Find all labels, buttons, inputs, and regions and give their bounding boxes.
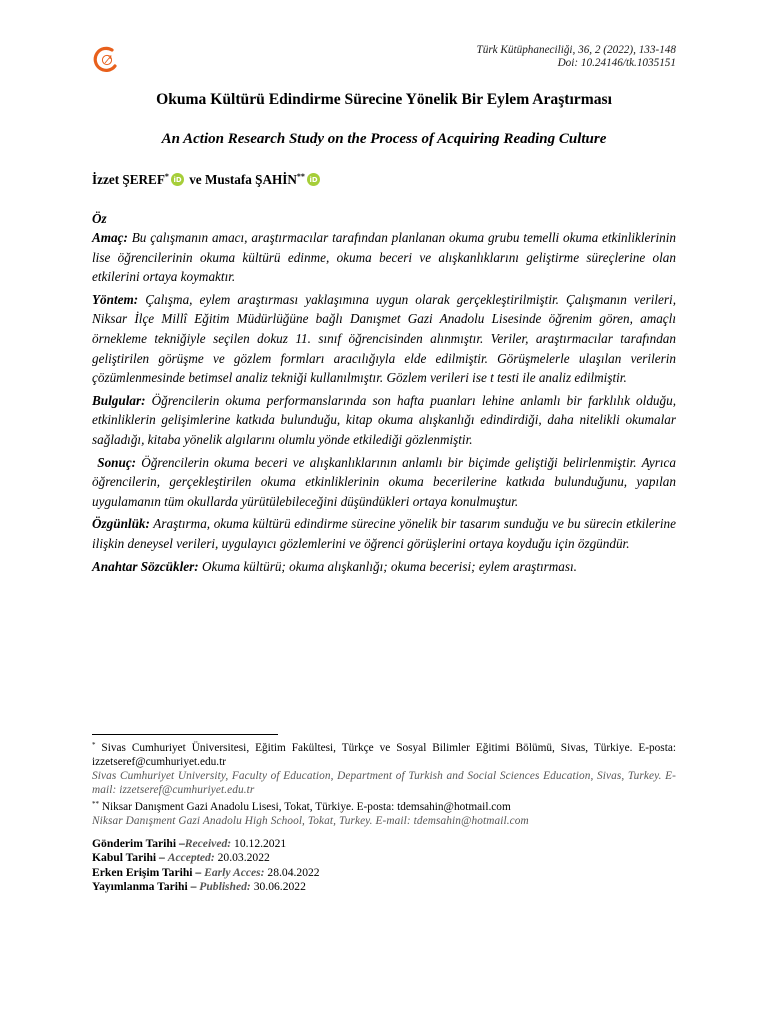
footnote-divider: [92, 734, 278, 735]
abstract-findings: Bulgular: Öğrencilerin okuma performanslarında son hafta puanları lehine anlamlı bir farklılık olduğu, etkinliklerin gelişimlerine katkıda bulunduğu, kitap okuma alışkanlığı edindirdiği, daha nitelikli okumalar sağladığı, kitaba yönelik algılarını olumlu yönde etkilediği gözlenmiştir.: [92, 392, 676, 447]
footnote-1: * Sivas Cumhuriyet Üniversitesi, Eğitim Fakültesi, Türkçe ve Sosyal Bilimler Eğitimi Bölümü, Sivas, Türkiye. E-posta: izzetseref@cumhuriyet.edu.tr: [92, 741, 676, 768]
svg-text:iD: iD: [309, 176, 318, 185]
author-line: [92, 172, 322, 188]
abstract-conclusion: Sonuç: Öğrencilerin okuma beceri ve alışkanlıklarının anlamlı bir biçimde geliştiği belirlenmiştir. Ayrıca öğrencilerin, gerçekleştirilen okuma etkinliklerinin okuma becerilerine katkıda bulunduğunu, yapılan uygulamanın tüm okullarda yürütülebileceğini düşündükleri ortaya konulmuştur.: [92, 454, 676, 509]
abstract-originality: Özgünlük: Araştırma, okuma kültürü edindirme sürecine yönelik bir tasarım sunduğu ve bu sürecin etkilerine ilişkin deneysel verileri, uygulayıcı gözlemlerini ve öğrenci görüşlerini ortaya koyduğu için özgündür.: [92, 516, 676, 551]
abstract-purpose: Amaç: Bu çalışmanın amacı, araştırmacılar tarafından planlanan okuma grubu temelli okuma etkinliklerinin lise öğrencilerinin okuma kültürü edinme, okuma beceri ve alışkanlıklarını geliştirme süreçlerine olan etkilerini ortaya koymaktır.: [92, 230, 676, 285]
journal-logo-icon: [93, 45, 121, 75]
orcid-icon[interactable]: [307, 173, 320, 186]
orcid-icon[interactable]: [171, 173, 184, 186]
author-2-mark: **: [296, 172, 305, 181]
abstract-heading: Öz: [92, 211, 107, 226]
author-1-mark: *: [164, 172, 169, 181]
author-1: İzzet ŞEREF: [92, 172, 165, 187]
date-received: Gönderim Tarihi –Received: 10.12.2021: [92, 837, 287, 850]
footnotes: [92, 738, 676, 828]
author-conjunction: ve: [189, 172, 202, 187]
abstract: [92, 210, 676, 579]
date-early-access: Erken Erişim Tarihi – Early Acces: 28.04.2022: [92, 865, 320, 879]
author-2: Mustafa ŞAHİN: [204, 172, 297, 187]
svg-text:iD: iD: [173, 176, 182, 185]
article-title: Okuma Kültürü Edindirme Sürecine Yönelik Bir Eylem Araştırması: [156, 91, 612, 108]
footnote-2-en: Niksar Danışment Gazi Anadolu High School, Tokat, Turkey. E-mail: tdemsahin@hotmail.com: [92, 815, 529, 827]
footnote-1-en: Sivas Cumhuriyet University, Faculty of Education, Department of Turkish and Social Sciences Education, Sivas, Turkey. E-mail: izzetseref@cumhuriyet.edu.tr: [92, 770, 676, 796]
article-dates: [92, 837, 320, 894]
abstract-keywords: Anahtar Sözcükler: Okuma kültürü; okuma alışkanlığı; okuma becerisi; eylem araştırması.: [92, 558, 577, 574]
date-published: Yayımlanma Tarihi – Published: 30.06.2022: [92, 879, 306, 893]
article-subtitle: An Action Research Study on the Process of Acquiring Reading Culture: [161, 131, 607, 147]
journal-header: [477, 44, 677, 70]
journal-citation: Türk Kütüphaneciliği, 36, 2 (2022), 133-148: [476, 44, 676, 56]
footnote-2: ** Niksar Danışment Gazi Anadolu Lisesi, Tokat, Türkiye. E-posta: tdemsahin@hotmail.com: [92, 800, 511, 813]
abstract-method: Yöntem: Çalışma, eylem araştırması yaklaşımına uygun olarak gerçekleştirilmiştir. Çalışmanın verileri, Niksar İlçe Millî Eğitim Müdürlüğüne bağlı Danışmet Gazi Anadolu Lisesinde öğrenim gören, amaçlı örnekleme tekniğiyle seçilen dokuz 11. sınıf öğrencisinden alınmıştır. Veriler, araştırmacılar tarafından geliştirilen görüşme ve gözlem formları aracılığıyla elde edilmiştir. Görüşmelerle ulaşılan verilerin çözümlenmesinde betimsel analiz tekniği kullanılmıştır. Gözlem verileri ise t testi ile analiz edilmiştir.: [92, 291, 676, 386]
doi: Doi: 10.24146/tk.1035151: [557, 57, 676, 69]
date-accepted: Kabul Tarihi – Accepted: 20.03.2022: [92, 851, 270, 865]
